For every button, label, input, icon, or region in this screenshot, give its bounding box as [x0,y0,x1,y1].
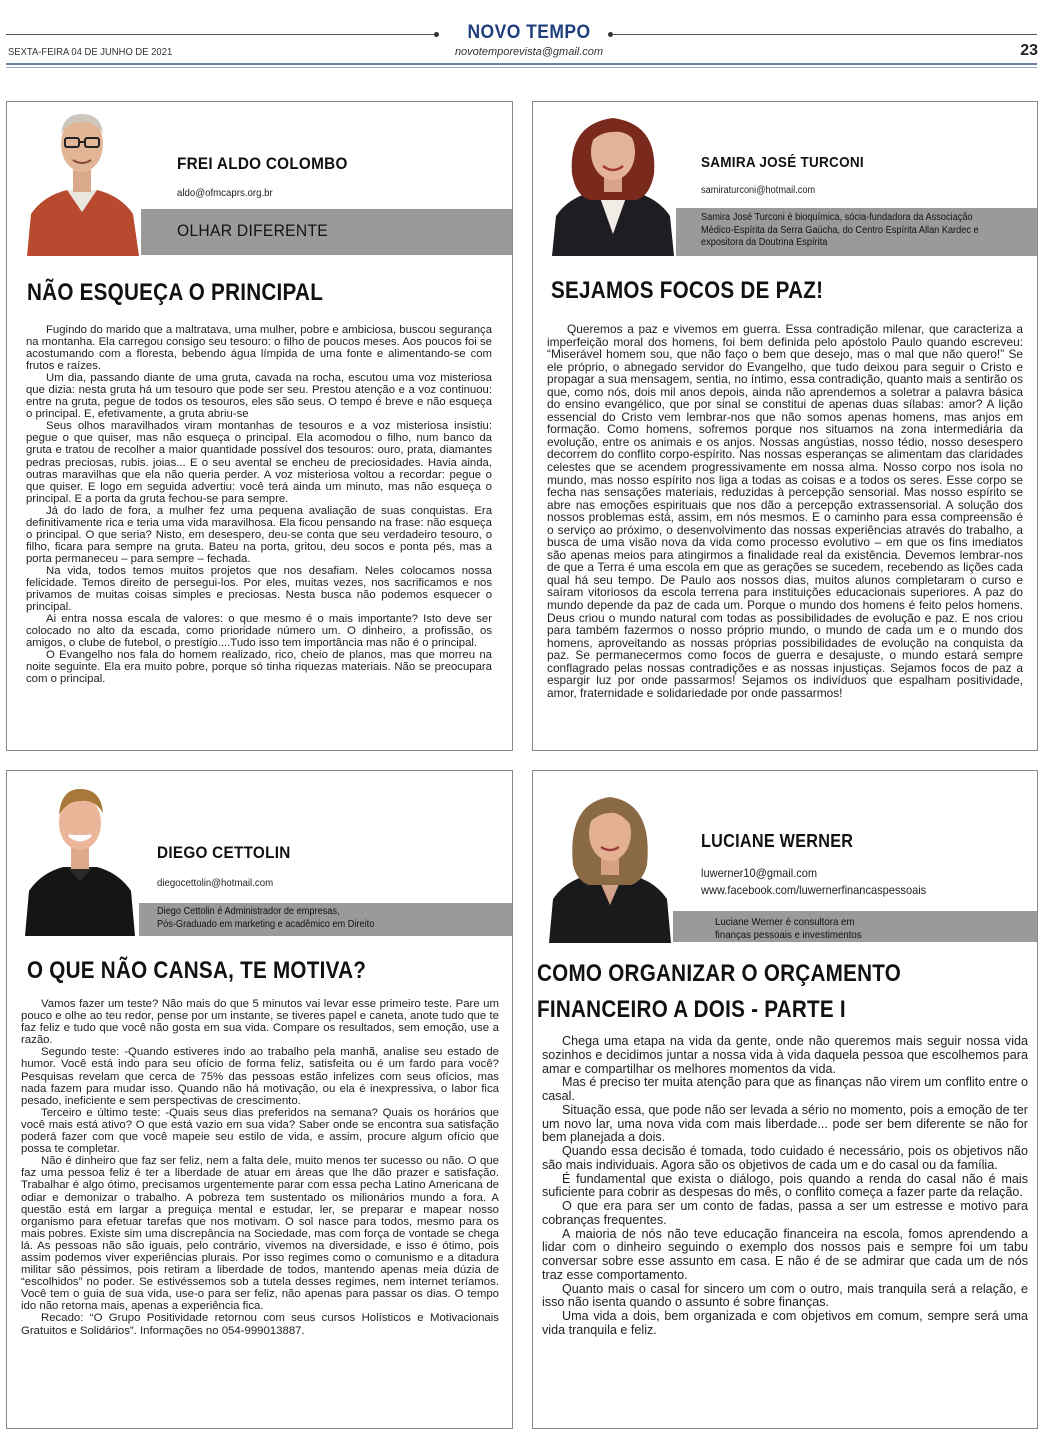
author-photo [23,779,137,936]
article-paragraph: Um dia, passando diante de uma gruta, cavada na rocha, escutou uma voz misteriosa que dizia: nesta gruta há um tesouro que pode ser seu. Prestou atenção e a voz continuou: entre na gruta, pegue de todos os tesouros, eles são seus. O tempo é breve e não esqueça o principal. E, efetivamente, a gruta abriu-se [26,372,492,421]
author-name: SAMIRA JOSÉ TURCONI [701,154,864,171]
article-paragraph: A maioria de nós não teve educação financeira na escola, fomos aprendendo a lidar com o dinheiro seguindo o exemplo dos nossos pais e sempre foi um tabu conversar sobre esse assunto em casa. E não é de se admirar que cada um de nós traz esse comportamento. [542,1226,1028,1282]
bio-line: Médico-Espírita da Serra Gaúcha, do Centro Espírita Allan Kardec e [701,224,979,236]
issue-date: SEXTA-FEIRA 04 DE JUNHO DE 2021 [8,46,173,58]
article-headline: NÃO ESQUEÇA O PRINCIPAL [27,279,324,306]
article-paragraph: Recado: “O Grupo Positividade retornou com seus cursos Holísticos e Motivacionais Gratuitos e Solidários”. Informações no 054-999013887. [21,1312,499,1337]
article-paragraph: Segundo teste: -Quando estiveres indo ao trabalho pela manhã, analise seu estado de humor. Você está indo para seu ofício de forma feliz, satisfeita ou é um fardo para você? Pesquisas revelam que cerca de 75% das pessoas estão infelizes com seus ofícios, mas nada fazem para mudar isso. Quando não há motivação, ou ela é inexpressiva, o labor fica pesado, ineficiente e sem perspectivas de crescimento. [21,1046,499,1107]
article-headline: O QUE NÃO CANSA, TE MOTIVA? [27,957,367,984]
column-aldo-colombo [6,101,513,751]
author-name: LUCIANE WERNER [701,831,854,851]
article-body [542,1035,1028,1338]
author-photo [23,104,141,256]
article-paragraph: Ai entra nossa escala de valores: o que mesmo é o mais importante? Isto deve ser colocado no alto da escada, como prioridade número um. O dinheiro, a profissão, os amigos, o clube de futebol, o prestígio....Tudo isso tem importância mas não é o principal. [26,613,492,650]
author-photo [547,781,673,943]
bio-line: Luciane Werner é consultora em [715,916,855,928]
author-website[interactable]: www.facebook.com/luwernerfinancaspessoais [701,883,927,897]
article-paragraph: Vamos fazer um teste? Não mais do que 5 minutos vai levar esse primeiro teste. Pare um pouco e olhe ao teu redor, pense por um instante, se tiveres papel e caneta, anote tudo que te faz feliz e tudo que você não gosta em sua vida. Compare os resultados, sem emoção, use a razão. [21,998,499,1047]
author-email: diegocettolin@hotmail.com [157,877,274,889]
article-paragraph: O Evangelho nos fala do homem realizado, rico, cheio de planos, mas que morreu na noite seguinte. Ela era muito pobre, porque só tinha riquezas materiais. Não se preocupara com o principal. [26,649,492,686]
article-headline-line2: FINANCEIRO A DOIS - PARTE I [537,996,846,1023]
bio-line: expositora da Doutrina Espírita [701,237,828,248]
article-paragraph: Seus olhos maravilhados viram montanhas de tesouros e a voz misteriosa insistiu: pegue o que quiser, mas não esqueça o principal. Ela acomodou o filho, num banco da gruta e tratou de recolher a maior quantidade possível dos tesouros: ouro, prata, diamantes pedras preciosas, rubis. joias... E o seu avental se encheu de preciosidades. Havia ainda, outras maravilhas que ela não queria perder. A voz misteriosa voltou a recordar: pegue o que quiser. E logo em seguida advertiu: você terá ainda um minuto, mas não esqueça o principal. E a porta da gruta fechou-se para sempre. [26,420,492,505]
article-paragraph: Mas é preciso ter muita atenção para que as finanças não virem um conflito entre o casal. [542,1075,1028,1103]
article-paragraph: É fundamental que exista o diálogo, pois quando a renda do casal não é mais suficiente para cobrir as despesas do mês, o conflito começa a fazer parte da relação. [542,1171,1028,1200]
masthead-email: novotemporevista@gmail.com [454,46,604,58]
article-headline-line1: COMO ORGANIZAR O ORÇAMENTO [537,960,902,987]
author-photo [550,104,676,256]
author-name: FREI ALDO COLOMBO [177,154,348,173]
article-body [547,323,1023,699]
column-diego-cettolin [6,770,513,1429]
article-body [21,998,499,1337]
article-paragraph: Fugindo do marido que a maltratava, uma mulher, pobre e ambiciosa, buscou segurança na montanha. Ela carregou consigo seu tesouro: o filho de poucos meses. Aos poucos foi se acostumando com a floresta, bebendo água límpida de uma fonte e alimentando-se com frutos e raízes. [26,324,492,373]
author-email: luwerner10@gmail.com [701,866,818,880]
column-samira-turconi [532,101,1038,751]
author-bio [701,212,979,250]
author-bio [715,916,862,942]
column-section-title: OLHAR DIFERENTE [177,221,329,240]
header-rule-blue-thin [6,67,1037,68]
article-paragraph: O que era para ser um conto de fadas, passa a ser um estresse e motivo para cobranças frequentes. [542,1199,1028,1227]
author-email: samiraturconi@hotmail.com [701,185,816,196]
author-email: aldo@ofmcaprs.org.br [177,187,273,199]
header-rule-blue [6,63,1037,65]
column-luciane-werner [532,770,1038,1429]
article-paragraph: Chega uma etapa na vida da gente, onde não queremos mais seguir nossa vida sozinhos e decidimos juntar a nossa vida à vida daquela pessoa que escolhemos para amar e compartilhar os melhores momentos da vida. [542,1034,1028,1076]
bio-line: Samira José Turconi é bioquímica, sócia-fundadora da Associação [701,212,973,223]
masthead: NOVO TEMPO [467,22,591,43]
article-paragraph: Uma vida a dois, bem organizada e com objetivos em comum, sempre será uma vida tranquila e feliz. [542,1309,1028,1337]
author-bio [157,906,374,931]
article-paragraph: Quando essa decisão é tomada, todo cuidado é necessário, pois os objetivos não são mais individuais. Agora são os objetivos de cada um e do casal ou da família. [542,1144,1028,1172]
article-paragraph: Na vida, todos temos muitos projetos que nos desafiam. Neles colocamos nossa felicidade. Temos direito de persegui-los. Por eles, muitas vezes, nos sacrificamos e nos privamos de muitas coisas simples e preciosas. Nesta busca não podemos esquecer o principal. [26,564,492,614]
page-number: 23 [1020,42,1038,59]
bio-line: finanças pessoais e investimentos [715,929,862,941]
article-headline: SEJAMOS FOCOS DE PAZ! [551,277,824,304]
article-paragraph: Já do lado de fora, a mulher fez uma pequena avaliação de suas conquistas. Era definitivamente rica e teria uma vida maravilhosa. Ela ficou pensando na frase: não esqueça o principal. O que seria? Nisto, em desespero, deu-se conta que seu verdadeiro tesouro, o filho, ficara para sempre na gruta. Bateu na porta, gritou, deu socos e ponta pés, mas a porta permaneceu – para sempre – fechada. [26,504,492,565]
article-paragraph: Situação essa, que pode não ser levada a sério no momento, pois a emoção de ter um novo lar, uma nova vida com mais liberdade... pode ser bem diferente se não for bem planejada a dois. [542,1102,1028,1145]
article-paragraph: Quanto mais o casal for sincero um com o outro, mais tranquila será a relação, e isso não isenta quando o assunto é sobre finanças. [542,1281,1028,1310]
article-body [26,324,492,685]
article-paragraph: Terceiro e último teste: -Quais seus dias preferidos na semana? Quais os horários que você mais está ativo? O que está vazio em sua vida? Saber onde se encontra sua satisfação poderá fazer com que você mapeie seu estilo de vida, e assim, procure algum ofício que possa te completar. [21,1106,499,1156]
author-name: DIEGO CETTOLIN [157,843,291,862]
bio-line: Diego Cettolin é Administrador de empresas, [157,906,340,917]
article-paragraph: Não é dinheiro que faz ser feliz, nem a falta dele, muito menos ter sucesso ou não. O que faz uma pessoa feliz é ter a liberdade de atuar em áreas que lhe dão prazer e satisfação. Trabalhar é algo ótimo, precisamos urgentemente parar com essa pecha Latino Americana de odiar e demonizar o trabalho. A pobreza tem sustentado os milionários mundo a fora. A questão está em largar a preguiça mental e estudar, ler, se preparar e mapear nosso organismo para efetuar tarefas que nos motivam. O sol nasce para todos, mesmo para os mais pobres. Existe sim uma discrepância na Sociedade, mas com força de vontade se chega lá. As pessoas não são iguais, pelo contrário, vivemos na diversidade, e isso é ótimo, pois assim podemos viver experiências plurais. Por isso regimes como o comunismo e a ditadura militar são péssimos, pois retiram a liberdade de todos, mantendo apenas meia dúzia de “escolhidos” no poder. Se estivéssemos sob a tutela desses regimes, nem internet teríamos. Você tem o guia de sua vida, use-o para ser feliz, não apenas para passar os dias. O tempo ido não retorna mais, apenas a experiência fica. [21,1155,499,1313]
article-paragraph: Queremos a paz e vivemos em guerra. Essa contradição milenar, que caracteriza a imperfeição moral dos homens, foi bem definida pelo apóstolo Paulo quando escreveu: “Miserável homem sou, que não faço o bem que desejo, mas o mal que não quero!” Se ele próprio, o abnegado servidor do Evangelho, que tudo deixou para seguir o Cristo e propagar a sua mensagem, sentia, no íntimo, essa contradição, quanto mais a sentirão os que, como nós, dois mil anos depois, ainda não aprendemos a soletrar a palavra básica do ensino evangélico, que por sinal se constitui de apenas duas sílabas: amor? A lição essencial do Cristo vem lembrar-nos que não somos apenas homens, mas anjos em formação. Como homens, sofremos porque nos situamos na zona intermediária da evolução, entre os animais e os anjos. Nossas angústias, nosso tédio, nosso desespero decorrem do conflito corpo-espírito. Nas nossas esperanças se alimentam das claridades celestes que se acendem progressivamente em nossa alma. Nosso corpo nos isola no mundo, mas nosso espírito nos liga a todas as coisas e a todos os seres. Esse corpo se fecha nas sensações materiais, reduzidas à percepção sensorial. Mas nosso espírito se abre nas emoções espirituais que nos dão a percepção extrassensorial. A solução dos nossos problemas está, assim, em nós mesmos. E o caminho para essa compreensão é o serviço ao próximo, o desenvolvimento das nossas experiências através do trabalho, a busca de uma visão nova da vida como processo evolutivo – em que os fins imediatos são apenas meios para atingirmos a finalidade real da existência. Devemos lembrar-nos de que a Terra é uma escola em que as gerações se sucedem, recebendo as lições cada qual há seu tempo. De Paulo aos nossos dias, muitos alunos completaram o curso e saíram vitoriosos da escola terrena para instituições educacionais superiores. A paz do mundo depende da paz de cada um. Porque o mundo dos homens é feito pelos homens. Deus criou o mundo natural com todas as possibilidades de evolução e paz. E nos criou para também fazermos o nosso próprio mundo, o mundo de cada um e o mundo dos homens, aproveitando as nossas próprias possibilidades de evolução na conquista da paz. Se permanecermos como focos de guerra e desajuste, o mundo estará sempre conflagrado pelas nossas contradições e as nossas injustiças. Sejamos focos de paz a espargir luz por onde passarmos! Sejamos os indivíduos que espalham positividade, amor, fraternidade e solidariedade por onde passarmos! [547,322,1023,700]
bio-line: Pós-Graduado em marketing e acadêmico em Direito [157,918,375,930]
